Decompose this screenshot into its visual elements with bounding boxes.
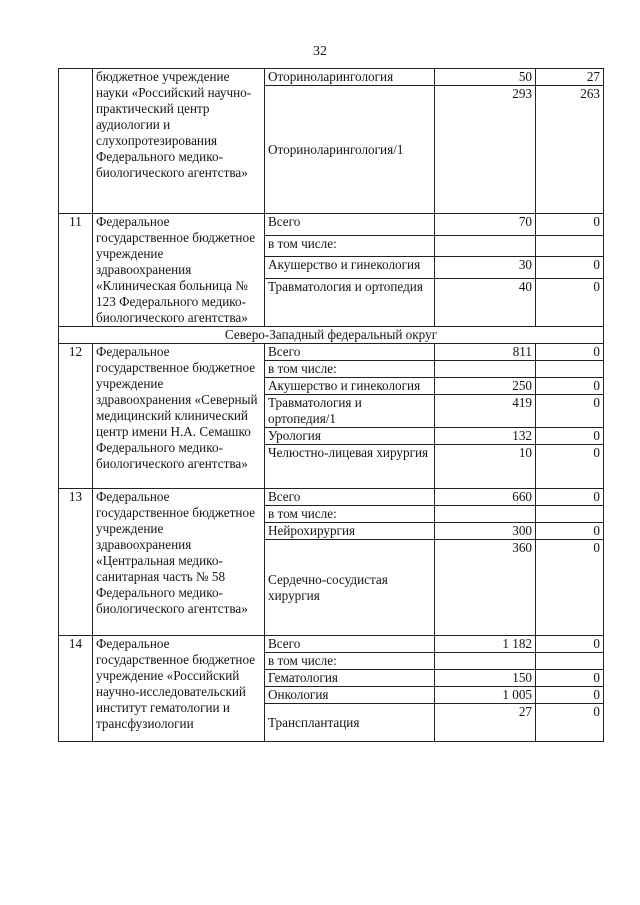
value-cell: 0 [536, 395, 604, 428]
facilities-table [58, 68, 604, 742]
value-cell: 360 [435, 540, 536, 636]
page-number: 32 [313, 44, 327, 59]
value-cell [435, 361, 536, 378]
row-number: 13 [59, 489, 93, 636]
value-cell [435, 235, 536, 257]
value-cell: 250 [435, 378, 536, 395]
organization-name: Федеральное государственное бюджетное учреждение здравоохранения «Северный медицинский клинический центр имени Н.А. Семашко Федерального медико-биологического агентства» [93, 344, 265, 489]
profile-cell: Акушерство и гинекология [265, 257, 435, 279]
value-cell: 0 [536, 344, 604, 361]
value-cell: 0 [536, 670, 604, 687]
value-cell: 419 [435, 395, 536, 428]
value-cell: 10 [435, 445, 536, 489]
value-cell: 1 182 [435, 636, 536, 653]
value-cell: 0 [536, 445, 604, 489]
profile-cell: Урология [265, 428, 435, 445]
value-cell [536, 653, 604, 670]
profile-cell: Оториноларингология [265, 69, 435, 86]
table-row [59, 636, 604, 653]
profile-cell: Челюстно-лицевая хирургия [265, 445, 435, 489]
value-cell: 300 [435, 523, 536, 540]
row-number: 11 [59, 214, 93, 327]
row-number: 12 [59, 344, 93, 489]
value-cell: 40 [435, 279, 536, 327]
profile-cell: Травматология и ортопедия [265, 279, 435, 327]
profile-cell: в том числе: [265, 653, 435, 670]
profile-cell: Всего [265, 344, 435, 361]
table-row [59, 344, 604, 361]
value-cell: 293 [435, 86, 536, 214]
value-cell: 50 [435, 69, 536, 86]
organization-name: Федеральное государственное бюджетное учреждение здравоохранения «Центральная медико-санитарная часть № 58 Федерального медико-биологического агентства» [93, 489, 265, 636]
value-cell: 811 [435, 344, 536, 361]
value-cell: 70 [435, 214, 536, 236]
value-cell: 0 [536, 704, 604, 742]
value-cell: 0 [536, 523, 604, 540]
value-cell: 0 [536, 428, 604, 445]
value-cell: 0 [536, 378, 604, 395]
value-cell [435, 506, 536, 523]
profile-cell: Нейрохирургия [265, 523, 435, 540]
table-row [59, 214, 604, 236]
value-cell: 30 [435, 257, 536, 279]
value-cell: 263 [536, 86, 604, 214]
region-row [59, 327, 604, 344]
value-cell [536, 235, 604, 257]
profile-cell: Оториноларингология/1 [265, 86, 435, 214]
value-cell: 27 [536, 69, 604, 86]
table-row [59, 69, 604, 86]
value-cell [435, 653, 536, 670]
profile-cell: Сердечно-сосудистая хирургия [265, 540, 435, 636]
value-cell: 0 [536, 214, 604, 236]
value-cell: 0 [536, 540, 604, 636]
profile-cell: Трансплантация [265, 704, 435, 742]
row-number: 14 [59, 636, 93, 742]
profile-cell: в том числе: [265, 361, 435, 378]
value-cell: 132 [435, 428, 536, 445]
value-cell: 0 [536, 636, 604, 653]
organization-name: Федеральное государственное бюджетное учреждение «Российский научно-исследовательский институт гематологии и трансфузиологии [93, 636, 265, 742]
profile-cell: в том числе: [265, 235, 435, 257]
value-cell: 0 [536, 687, 604, 704]
row-number-cell [59, 69, 93, 214]
profile-cell: Гематология [265, 670, 435, 687]
value-cell [536, 361, 604, 378]
value-cell: 1 005 [435, 687, 536, 704]
profile-cell: Всего [265, 489, 435, 506]
value-cell: 150 [435, 670, 536, 687]
value-cell: 27 [435, 704, 536, 742]
organization-name: Федеральное государственное бюджетное учреждение здравоохранения «Клиническая больница № 123 Федерального медико-биологического агентства» [93, 214, 265, 327]
table-row [59, 489, 604, 506]
profile-cell: Акушерство и гинекология [265, 378, 435, 395]
region-heading: Северо-Западный федеральный округ [59, 327, 604, 344]
value-cell: 0 [536, 257, 604, 279]
value-cell: 0 [536, 279, 604, 327]
profile-cell: Всего [265, 214, 435, 236]
value-cell [536, 506, 604, 523]
value-cell: 0 [536, 489, 604, 506]
organization-name: бюджетное учреждение науки «Российский научно-практический центр аудиологии и слухопротезирования Федерального медико-биологического агентства» [93, 69, 265, 214]
value-cell: 660 [435, 489, 536, 506]
profile-cell: в том числе: [265, 506, 435, 523]
profile-cell: Всего [265, 636, 435, 653]
profile-cell: Онкология [265, 687, 435, 704]
profile-cell: Травматология и ортопедия/1 [265, 395, 435, 428]
